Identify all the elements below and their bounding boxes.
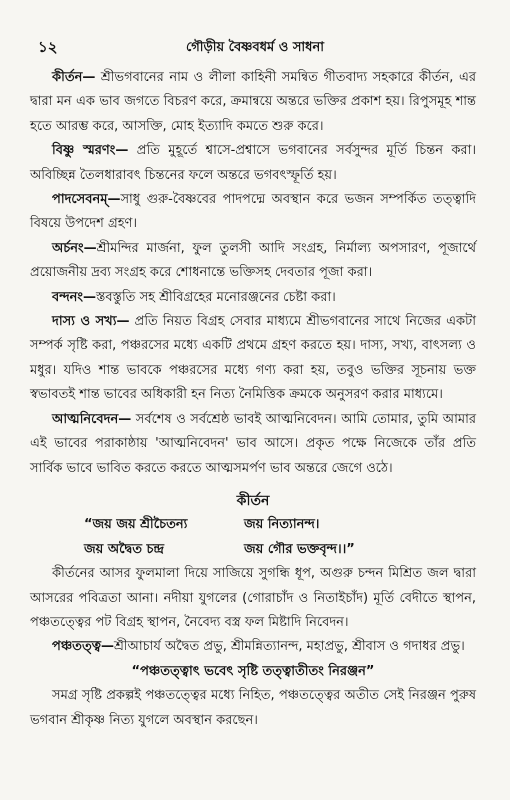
- verse-line-1: [30, 513, 476, 537]
- term-kirtan: কীর্তন—: [52, 70, 96, 85]
- panchatattva-quote: “পঞ্চতত্ত্বাৎ ভবেৎ সৃষ্টি তত্ত্বাতীতং নিরঞ্জন”: [131, 663, 375, 679]
- kirtan-section-title: কীর্তন: [236, 492, 270, 509]
- term-padasevanam: পাদসেবনম্—: [52, 192, 121, 208]
- paragraph-kirtan-asar: কীর্তনের আসর ফুলমালা দিয়ে সাজিয়ে সুগন্ধি ধূপ, অগুরু চন্দন মিশ্রিত জল দ্বারা আসরের পবিত্রতা আনা। নদীয়া যুগলের (গোরাচাঁদ ও নিতাইচাঁদ) মূর্তি বেদীতে স্থাপন, পঞ্চতত্ত্বের পট বিগ্রহ স্থাপন, নৈবেদ্য বস্ত্র ফল মিষ্টাদি নিবেদন।: [30, 566, 476, 630]
- term-vandanam: বন্দনং—: [52, 289, 97, 305]
- paragraph-final: সমগ্র সৃষ্টি প্রকল্পই পঞ্চতত্ত্বের মধ্যে নিহিত, পঞ্চতত্ত্বের অতীত সেই নিরঞ্জন পুরুষ ভগবান শ্রীকৃষ্ণ নিত্য যুগলে অবস্থান করছেন।: [30, 688, 476, 728]
- text-vandanam: স্তবস্তুতি সহ শ্রীবিগ্রহের মনোরঞ্জনের চেষ্টা করা।: [96, 289, 336, 305]
- text-smaranam: প্রতি মুহূর্তে শ্বাসে-প্রশ্বাসে ভগবানের সর্বসুন্দর মূর্তি চিন্তন করা। অবিচ্ছিন্ন তৈলধারাবৎ চিন্তনের ফলে অন্তরে ভগবৎস্ফূর্তি হয়।: [30, 143, 476, 183]
- verse-line-1-a: “জয় জয় শ্রীচৈতন্য: [84, 517, 188, 533]
- term-archanam: অর্চনং—: [52, 240, 97, 256]
- paragraph-dasya: [30, 310, 476, 408]
- term-smaranam: বিষ্ণু স্মরণং—: [52, 143, 129, 159]
- text-archanam: শ্রীমন্দির মার্জনা, ফুল তুলসী আদি সংগ্রহ, নির্মাল্য অপসারণ, পূজার্থে প্রয়োজনীয় দ্রব্য সংগ্রহ করে শোধনান্তে ভক্তিসহ দেবতার পূজা করা।: [30, 240, 476, 281]
- running-title: গৌড়ীয় বৈষ্ণবধর্ম ও সাধনা: [185, 40, 325, 55]
- verse-line-2-a: জয় অদ্বৈত চন্দ্র: [84, 541, 165, 557]
- term-dasya: দাস্য ও সখ্য—: [52, 314, 130, 330]
- term-panchatattva: পঞ্চতত্ত্ব—: [52, 639, 114, 655]
- paragraph-atmanivedanam: [30, 408, 476, 481]
- text-panchatattva: শ্রীআচার্য অদ্বৈত প্রভু, শ্রীমন্নিত্যানন্দ, মহাপ্রভু, শ্রীবাস ও গদাধর প্রভু।: [113, 639, 465, 655]
- paragraph-padasevanam: [30, 188, 476, 237]
- paragraph-vandanam: [30, 286, 476, 310]
- text-dasya: প্রতি নিয়ত বিগ্রহ সেবার মাধ্যমে শ্রীভগবানের সাথে নিজের একটা সম্পর্ক সৃষ্টি করা, পঞ্চরসের মধ্যে একটি প্রথমে গ্রহণ করতে হয়। দাস্য, সখ্য, বাৎসল্য ও মধুর। যদিও শান্ত ভাবকে পঞ্চরসের মধ্যে গণ্য করা হয়, তবুও ভক্তির সূচনায় ভক্ত স্বভাবতই শান্ত ভাবের অধিকারী হন নিত্য নৈমিত্তিক ক্রমকে অনুসরণ করার মাধ্যমে।: [30, 314, 476, 403]
- paragraph-panchatattva: [30, 635, 476, 659]
- paragraph-kirtan: [30, 66, 476, 139]
- term-atmanivedanam: আত্মনিবেদন—: [52, 411, 132, 427]
- text-padasevanam: সাধু গুরু-বৈষ্ণবের পাদপদ্মে অবস্থান করে ভজন সম্পর্কিত তত্ত্বাদি বিষয়ে উপদেশ গ্রহণ।: [30, 192, 476, 232]
- paragraph-archanam: [30, 237, 476, 286]
- verse-line-2-b: জয় গৌর ভক্তবৃন্দ।।”: [244, 541, 355, 557]
- verse-line-1-b: জয় নিত্যানন্দ।: [244, 517, 320, 533]
- page-number: ১২: [38, 38, 58, 56]
- text-atmanivedanam: সর্বশেষ ও সর্বশ্রেষ্ঠ ভাবই আত্মনিবেদন। আমি তোমার, তুমি আমার এই ভাবের পরাকাষ্ঠায় 'আত্মনিবেদন' ভাব আসে। প্রকৃত পক্ষে নিজেকে তাঁর প্রতি সার্বিক ভাবে ভাবিত করতে করতে আত্মসমর্পণ ভাব অন্তরে জেগে ওঠে।: [30, 411, 476, 476]
- page-body: [30, 66, 476, 733]
- page-header: [0, 36, 510, 60]
- verse-line-2: [30, 538, 476, 562]
- text-kirtan: শ্রীভগবানের নাম ও লীলা কাহিনী সমন্বিত গীতবাদ্য সহকারে কীর্তন, এর দ্বারা মন এক ভাব জগতে বিচরণ করে, ক্রমান্বয়ে অন্তরে ভক্তির প্রকাশ হয়। রিপুসমূহ শান্ত হতে আরম্ভ করে, আসক্তি, মোহ ইত্যাদি কমতে শুরু করে।: [30, 70, 476, 134]
- paragraph-smaranam: [30, 139, 476, 188]
